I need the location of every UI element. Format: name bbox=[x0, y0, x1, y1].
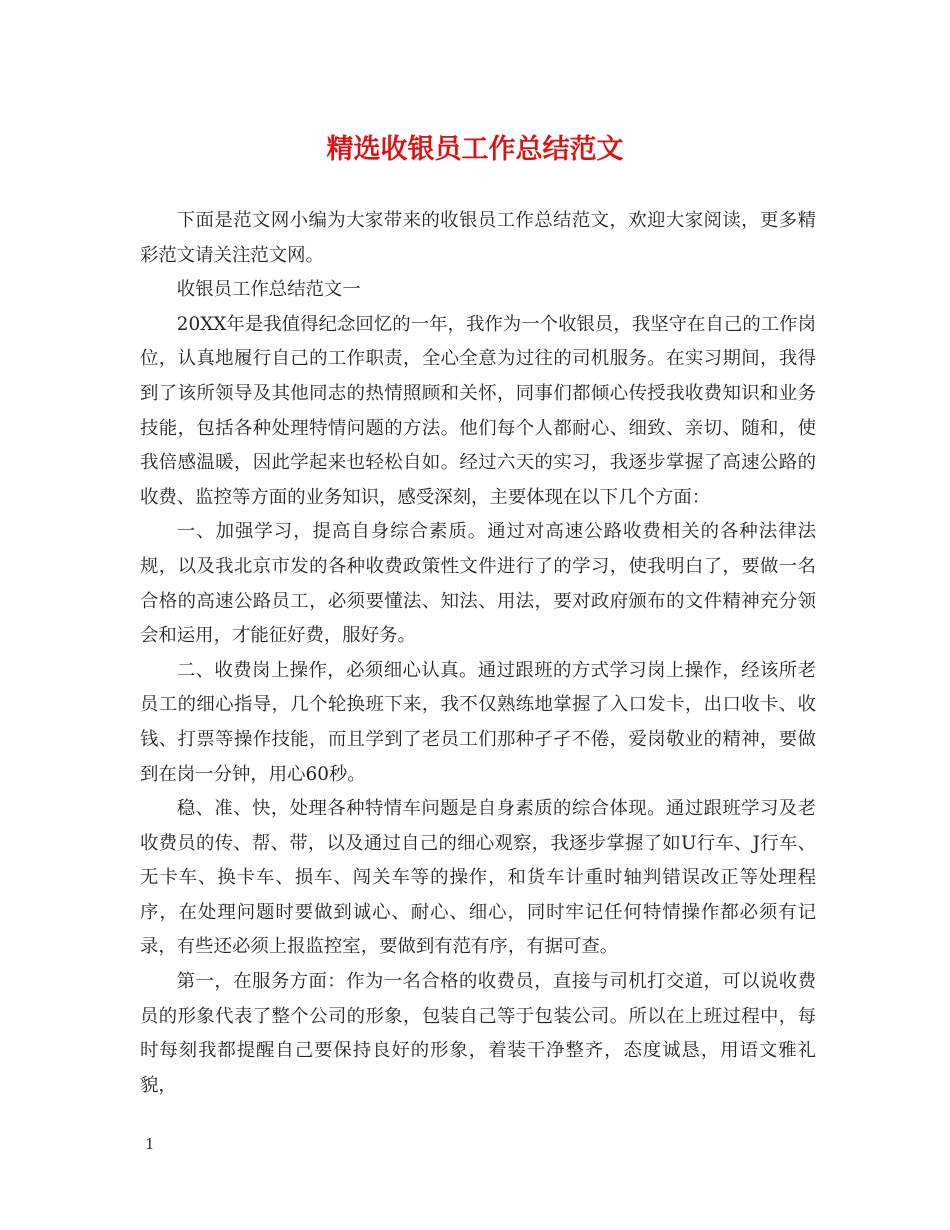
document-title: 精选收银员工作总结范文 bbox=[326, 134, 624, 165]
intro-paragraph: 下面是范文网小编为大家带来的收银员工作总结范文，欢迎大家阅读，更多精彩范文请关注范文网。 bbox=[140, 210, 816, 266]
body-paragraph: 稳、准、快，处理各种特情车问题是自身素质的综合体现。通过跟班学习及老收费员的传、帮、带，以及通过自己的细心观察，我逐步掌握了如U行车、J行车、无卡车、换卡车、损车、闯关车等的操作，和货车计重时轴判错误改正等处理程序，在处理问题时要做到诚心、耐心、细心，同时牢记任何特情操作都必须有记录，有些还必须上报监控室，要做到有范有序，有据可查。 bbox=[140, 798, 816, 958]
body-paragraph: 一、加强学习，提高自身综合素质。通过对高速公路收费相关的各种法律法规，以及我北京市发的各种收费政策性文件进行了的学习，使我明白了，要做一名合格的高速公路员工，必须要懂法、知法、用法，要对政府颁布的文件精神充分领会和运用，才能征好费，服好务。 bbox=[140, 521, 816, 647]
section-heading: 收银员工作总结范文一 bbox=[176, 279, 361, 301]
page-number: 1 bbox=[145, 1135, 155, 1153]
body-paragraph: 二、收费岗上操作，必须细心认真。通过跟班的方式学习岗上操作，经该所老员工的细心指导，几个轮换班下来，我不仅熟练地掌握了入口发卡，出口收卡、收钱、打票等操作技能，而且学到了老员工们那种孑孑不倦，爱岗敬业的精神，要做到在岗一分钟，用心60秒。 bbox=[140, 659, 816, 785]
body-paragraph: 20XX年是我值得纪念回忆的一年，我作为一个收银员，我坚守在自己的工作岗位，认真地履行自己的工作职责，全心全意为过往的司机服务。在实习期间，我得到了该所领导及其他同志的热情照顾和关怀，同事们都倾心传授我收费知识和业务技能，包括各种处理特情问题的方法。他们每个人都耐心、细致、亲切、随和，使我倍感温暖，因此学起来也轻松自如。经过六天的实习，我逐步掌握了高速公路的收费、监控等方面的业务知识，感受深刻，主要体现在以下几个方面： bbox=[140, 313, 816, 508]
body-paragraph: 第一，在服务方面：作为一名合格的收费员，直接与司机打交道，可以说收费员的形象代表了整个公司的形象，包装自己等于包装公司。所以在上班过程中，每时每刻我都提醒自己要保持良好的形象，着装干净整齐，态度诚恳，用语文雅礼貌， bbox=[140, 971, 816, 1096]
document-body bbox=[140, 204, 816, 1103]
